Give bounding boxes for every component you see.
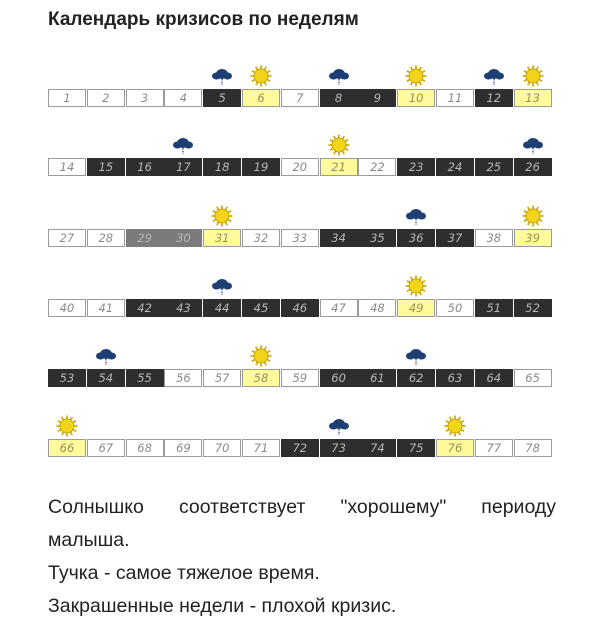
week-cell: 29	[126, 229, 164, 247]
week-cell: 8	[320, 89, 358, 107]
week-cell: 45	[242, 299, 280, 317]
week-cell: 38	[475, 229, 513, 247]
week-cell: 74	[358, 439, 396, 457]
sun-icon	[404, 64, 428, 88]
week-row-icons	[48, 127, 554, 157]
week-cell: 10	[397, 89, 435, 107]
week-cell: 76	[436, 439, 474, 457]
week-cell: 23	[397, 158, 435, 176]
week-cell: 66	[48, 439, 86, 457]
week-cell: 64	[475, 369, 513, 387]
week-cell: 60	[320, 369, 358, 387]
week-cell: 43	[164, 299, 202, 317]
week-cell: 13	[514, 89, 552, 107]
week-cell: 59	[281, 369, 319, 387]
week-row	[48, 408, 554, 456]
week-row	[48, 268, 554, 316]
week-cell: 21	[320, 158, 358, 176]
week-cell: 16	[126, 158, 164, 176]
week-cell: 36	[397, 229, 435, 247]
week-row-icons	[48, 268, 554, 298]
week-cell: 49	[397, 299, 435, 317]
week-cell: 58	[242, 369, 280, 387]
week-cell: 54	[87, 369, 125, 387]
week-cell: 47	[320, 299, 358, 317]
week-row	[48, 198, 554, 246]
week-cell: 25	[475, 158, 513, 176]
sun-icon	[521, 64, 545, 88]
week-row	[48, 58, 554, 106]
legend-sun-line-end: малыша.	[48, 529, 130, 551]
week-cell: 24	[436, 158, 474, 176]
week-cell: 31	[203, 229, 241, 247]
week-cell: 20	[281, 158, 319, 176]
legend-cloud-line: Тучка - самое тяжелое время.	[48, 562, 320, 584]
cloud-icon	[327, 414, 351, 438]
week-cell: 70	[203, 439, 241, 457]
week-cell: 12	[475, 89, 513, 107]
week-cell: 1	[48, 89, 86, 107]
week-cell: 48	[358, 299, 396, 317]
week-cell: 26	[514, 158, 552, 176]
week-cell: 61	[358, 369, 396, 387]
week-cell: 65	[514, 369, 552, 387]
week-cell: 15	[87, 158, 125, 176]
week-cell: 7	[281, 89, 319, 107]
week-cell: 57	[203, 369, 241, 387]
week-cell: 39	[514, 229, 552, 247]
week-cell: 33	[281, 229, 319, 247]
sun-icon	[210, 204, 234, 228]
week-row	[48, 127, 554, 175]
week-cell: 28	[87, 229, 125, 247]
week-row-cells	[48, 89, 554, 107]
cloud-icon	[404, 344, 428, 368]
week-cell: 68	[126, 439, 164, 457]
week-row-icons	[48, 58, 554, 88]
week-row-cells	[48, 439, 554, 457]
week-cell: 27	[48, 229, 86, 247]
cloud-icon	[521, 133, 545, 157]
week-cell: 69	[164, 439, 202, 457]
week-cell: 50	[436, 299, 474, 317]
week-cell: 51	[475, 299, 513, 317]
week-cell: 18	[203, 158, 241, 176]
cloud-icon	[171, 133, 195, 157]
week-cell: 11	[436, 89, 474, 107]
week-cell: 71	[242, 439, 280, 457]
cloud-icon	[210, 274, 234, 298]
cloud-icon	[482, 64, 506, 88]
week-cell: 40	[48, 299, 86, 317]
week-row-cells	[48, 158, 554, 176]
cloud-icon	[210, 64, 234, 88]
week-cell: 6	[242, 89, 280, 107]
week-cell: 53	[48, 369, 86, 387]
week-cell: 22	[358, 158, 396, 176]
legend-text	[48, 491, 556, 623]
week-cell: 75	[397, 439, 435, 457]
week-cell: 42	[126, 299, 164, 317]
sun-icon	[404, 274, 428, 298]
week-cell: 14	[48, 158, 86, 176]
legend-sun-line: Солнышко соответствует "хорошему" периоду	[48, 496, 556, 518]
week-cell: 9	[358, 89, 396, 107]
week-cell: 35	[358, 229, 396, 247]
week-row-icons	[48, 408, 554, 438]
sun-icon	[327, 133, 351, 157]
legend-shaded-line: Закрашенные недели - плохой кризис.	[48, 595, 397, 617]
week-cell: 30	[164, 229, 202, 247]
sun-icon	[521, 204, 545, 228]
week-cell: 67	[87, 439, 125, 457]
week-cell: 62	[397, 369, 435, 387]
week-cell: 5	[203, 89, 241, 107]
week-cell: 41	[87, 299, 125, 317]
week-cell: 52	[514, 299, 552, 317]
week-cell: 37	[436, 229, 474, 247]
sun-icon	[249, 64, 273, 88]
week-cell: 17	[164, 158, 202, 176]
sun-icon	[443, 414, 467, 438]
week-cell: 34	[320, 229, 358, 247]
week-row-icons	[48, 338, 554, 368]
week-cell: 44	[203, 299, 241, 317]
week-cell: 78	[514, 439, 552, 457]
week-cell: 4	[164, 89, 202, 107]
week-row-cells	[48, 369, 554, 387]
page-title: Календарь кризисов по неделям	[48, 9, 359, 30]
sun-icon	[55, 414, 79, 438]
week-row	[48, 338, 554, 386]
week-row-cells	[48, 299, 554, 317]
week-cell: 2	[87, 89, 125, 107]
week-cell: 77	[475, 439, 513, 457]
week-cell: 3	[126, 89, 164, 107]
week-cell: 63	[436, 369, 474, 387]
week-row-icons	[48, 198, 554, 228]
week-cell: 46	[281, 299, 319, 317]
week-cell: 32	[242, 229, 280, 247]
week-cell: 55	[126, 369, 164, 387]
cloud-icon	[94, 344, 118, 368]
week-cell: 19	[242, 158, 280, 176]
cloud-icon	[327, 64, 351, 88]
week-cell: 73	[320, 439, 358, 457]
week-cell: 56	[164, 369, 202, 387]
week-row-cells	[48, 229, 554, 247]
week-cell: 72	[281, 439, 319, 457]
cloud-icon	[404, 204, 428, 228]
sun-icon	[249, 344, 273, 368]
